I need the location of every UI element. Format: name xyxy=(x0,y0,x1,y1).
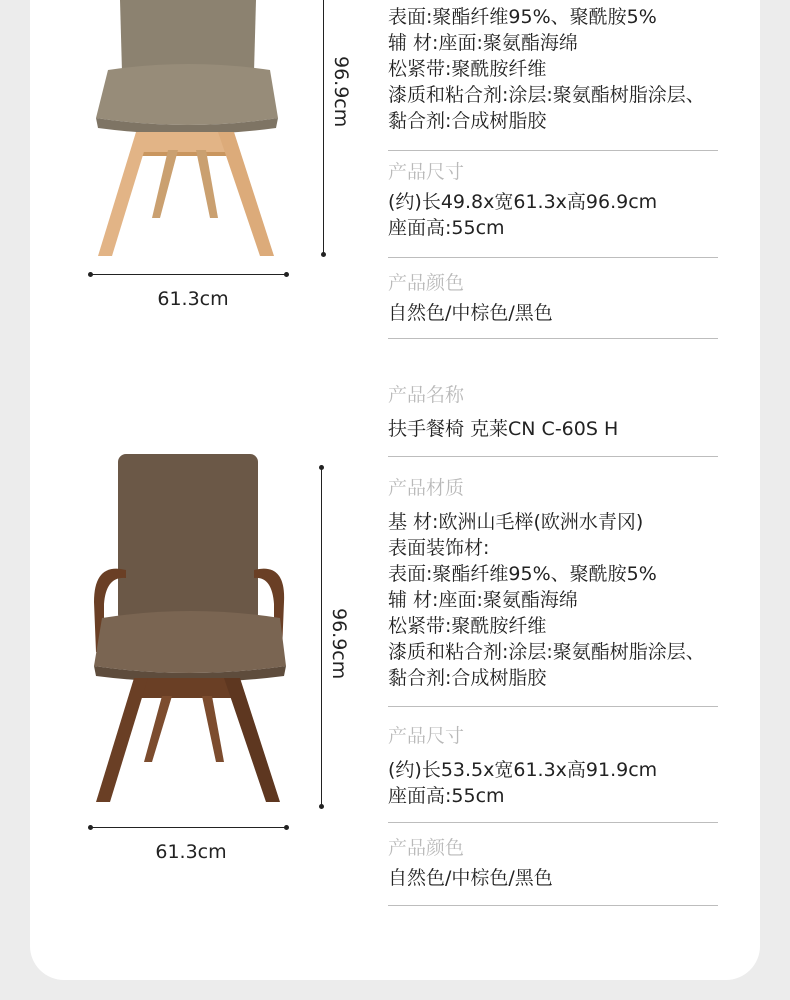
width-dimension-label: 61.3cm xyxy=(157,288,229,310)
width-dimension-start xyxy=(88,825,93,830)
color-section xyxy=(388,823,718,906)
height-dimension-label: 96.9cm xyxy=(328,608,350,680)
spec-list xyxy=(388,372,718,906)
color-label: 产品颜色 xyxy=(388,272,465,294)
size-section xyxy=(388,707,718,823)
chair-image-2 xyxy=(90,452,290,808)
size-label: 产品尺寸 xyxy=(388,161,465,183)
size-text: (约)长53.5x宽61.3x高91.9cm 座面高:55cm xyxy=(388,759,658,807)
material-section xyxy=(388,457,718,707)
width-dimension-line xyxy=(90,827,287,828)
color-label: 产品颜色 xyxy=(388,837,465,859)
color-text: 自然色/中棕色/黑色 xyxy=(388,867,553,889)
material-text: 表面:聚酯纤维95%、聚酰胺5% 辅 材:座面:聚氨酯海绵 松紧带:聚酰胺纤维 漆质和粘合剂:涂层:聚氨酯树脂涂层、 黏合剂:合成树脂胶 xyxy=(388,6,705,132)
height-dimension-label: 96.9cm xyxy=(330,56,352,128)
height-dimension-line xyxy=(321,467,322,806)
product-name: 扶手餐椅 克莱CN C-60S H xyxy=(388,418,619,440)
height-dimension-start xyxy=(319,465,324,470)
name-section xyxy=(388,372,718,457)
material-label: 产品材质 xyxy=(388,477,465,499)
size-label: 产品尺寸 xyxy=(388,725,465,747)
color-text: 自然色/中棕色/黑色 xyxy=(388,302,553,324)
height-dimension-end xyxy=(319,804,324,809)
name-label: 产品名称 xyxy=(388,384,465,406)
size-text: (约)长49.8x宽61.3x高96.9cm 座面高:55cm xyxy=(388,191,658,239)
material-text: 基 材:欧洲山毛榉(欧洲水青冈) 表面装饰材: 表面:聚酯纤维95%、聚酰胺5% 辅 材:座面:聚氨酯海绵 松紧带:聚酰胺纤维 漆质和粘合剂:涂层:聚氨酯树脂涂层、 黏合剂:合成树脂胶 xyxy=(388,511,705,689)
width-dimension-label: 61.3cm xyxy=(155,841,227,863)
width-dimension-end xyxy=(284,825,289,830)
